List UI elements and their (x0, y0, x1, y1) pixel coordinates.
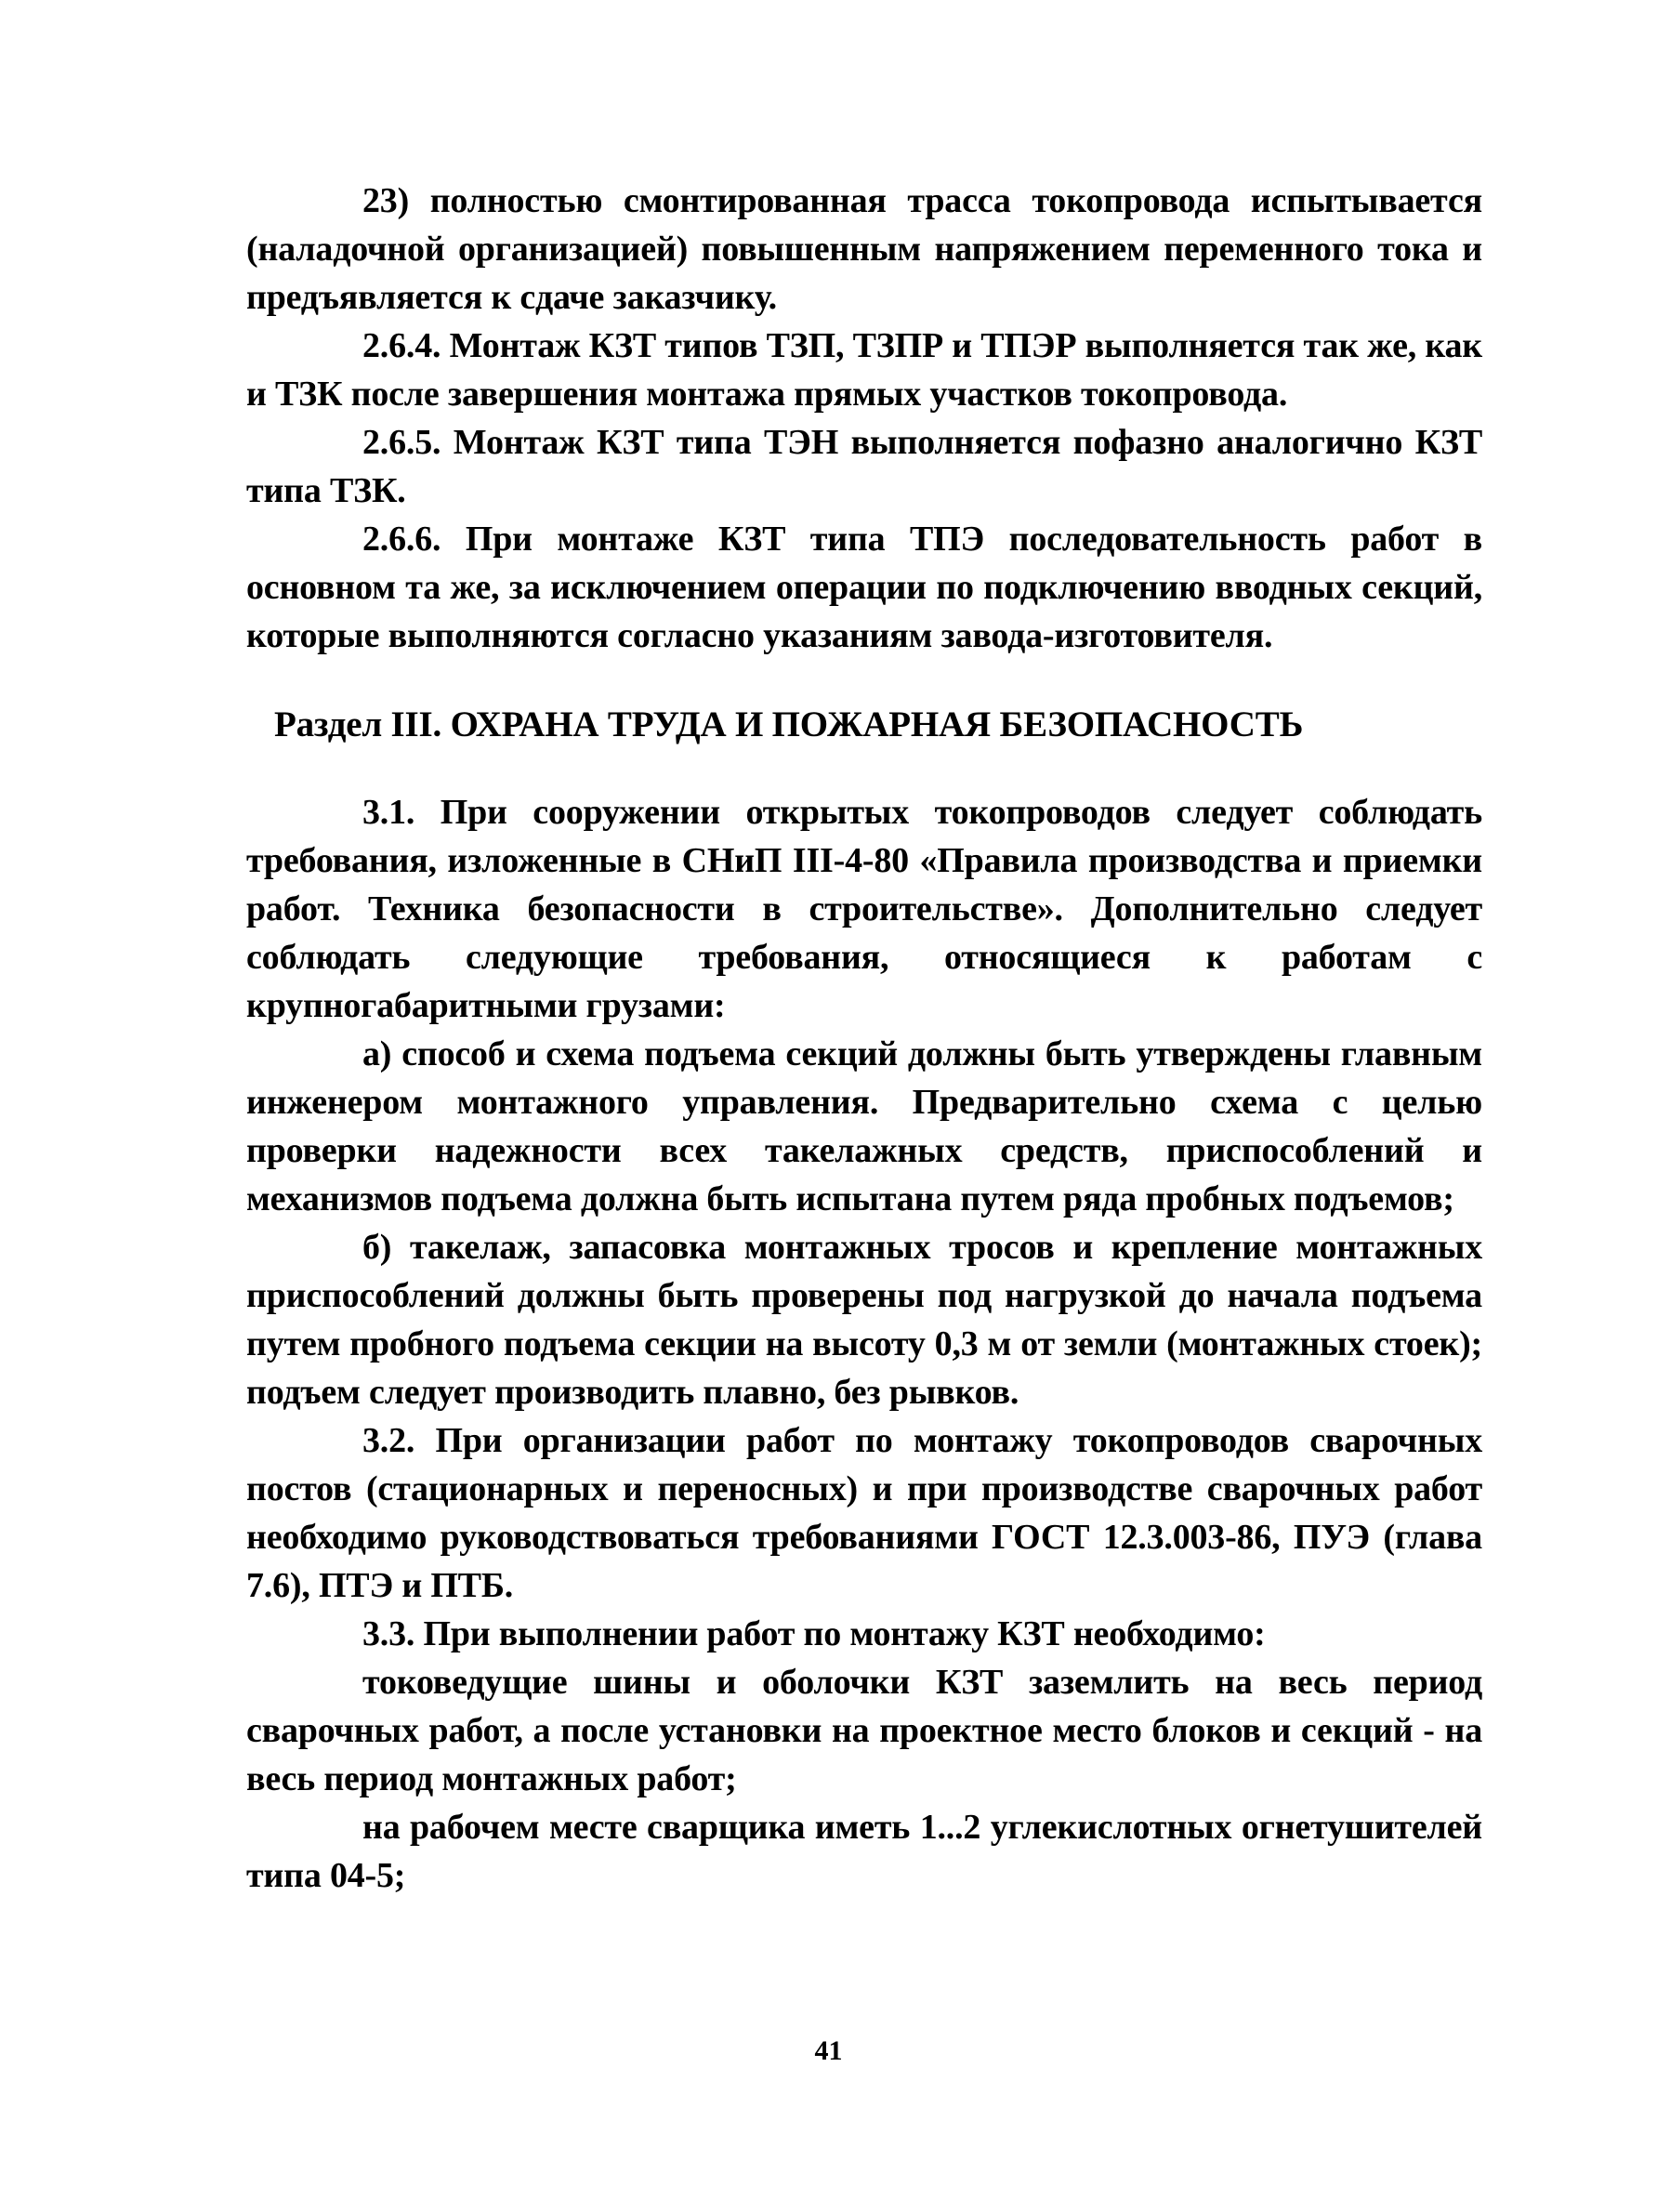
paragraph-3-2: 3.2. При организации работ по монтажу токопроводов сварочных постов (стационарных и переносных) и при производстве сварочных работ необходимо руководствоваться требованиями ГОСТ 12.3.003-86, ПУЭ (глава 7.6), ПТЭ и ПТБ. (246, 1421, 1482, 1605)
paragraph-3-1: 3.1. При сооружении открытых токопроводов следует соблюдать требования, изложенные в СНиП III-4-80 «Правила производства и приемки работ. Техника безопасности в строительстве». Дополнительно следует соблюдать следующие требования, относящиеся к работам с крупногабаритными грузами: (246, 793, 1482, 1025)
paragraph-3-1-b: б) такелаж, запасовка монтажных тросов и крепление монтажных приспособлений должны быть проверены под нагрузкой до начала подъема путем пробного подъема секции на высоту 0,3 м от земли (монтажных стоек); подъем следует производить плавно, без рывков. (246, 1228, 1482, 1412)
paragraph-3-1-a: а) способ и схема подъема секций должны быть утверждены главным инженером монтажного управления. Предварительно схема с целью проверки надежности всех такелажных средств, приспособлений и механизмов подъема должна быть испытана путем ряда пробных подъемов; (246, 1034, 1482, 1218)
paragraph-3-3-grounding: токоведущие шины и оболочки КЗТ заземлить на весь период сварочных работ, а после установки на проектное место блоков и секций - на весь период монтажных работ; (246, 1663, 1482, 1798)
paragraph-3-3: 3.3. При выполнении работ по монтажу КЗТ необходимо: (362, 1614, 1266, 1653)
paragraph-item-23: 23) полностью смонтированная трасса токопровода испытывается (наладочной организацией) повышенным напряжением переменного тока и предъявляется к сдаче заказчику. (246, 181, 1482, 317)
paragraph-2-6-6: 2.6.6. При монтаже КЗТ типа ТПЭ последовательность работ в основном та же, за исключением операции по подключению вводных секций, которые выполняются согласно указаниям завода-изготовителя. (246, 520, 1482, 655)
document-page (246, 177, 1482, 1900)
paragraph-2-6-5: 2.6.5. Монтаж КЗТ типа ТЭН выполняется пофазно аналогично КЗТ типа ТЗК. (246, 423, 1482, 510)
paragraph-2-6-4: 2.6.4. Монтаж КЗТ типов ТЗП, ТЗПР и ТПЭР выполняется так же, как и ТЗК после завершения монтажа прямых участков токопровода. (246, 326, 1482, 414)
page-number: 41 (814, 2035, 843, 2066)
section-heading: Раздел III. ОХРАНА ТРУДА И ПОЖАРНАЯ БЕЗОПАСНОСТЬ (274, 704, 1304, 744)
paragraph-3-3-extinguishers: на рабочем месте сварщика иметь 1...2 углекислотных огнетушителей типа 04-5; (246, 1808, 1482, 1895)
